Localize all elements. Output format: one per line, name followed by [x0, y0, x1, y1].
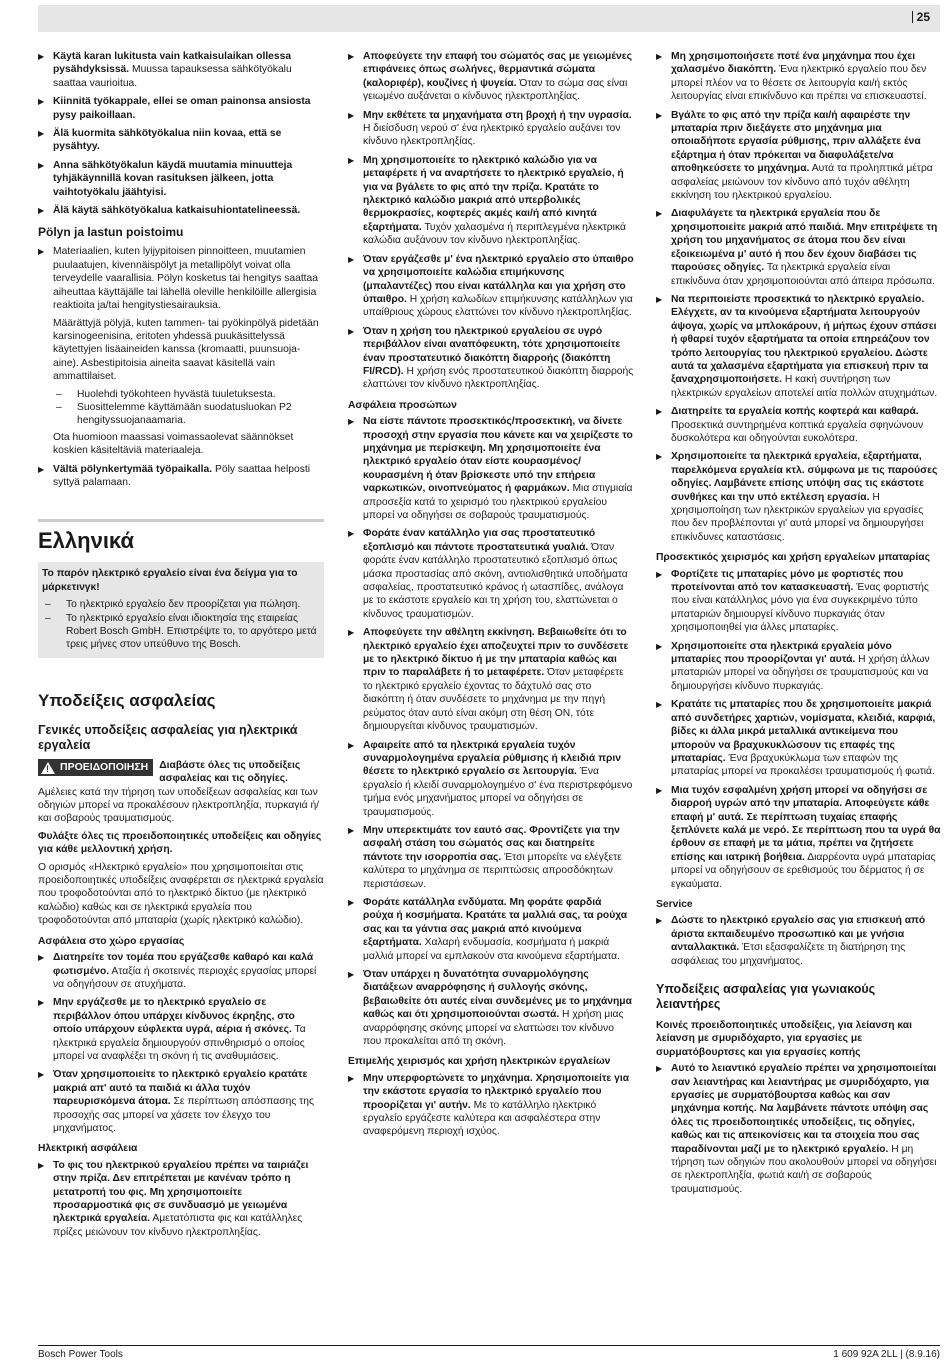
bullet-item: ▶ Kiinnitä työkappale, ellei se oman painonsa ansiosta pysy paikoillaan.	[38, 95, 324, 122]
bullet-item: ▶ Μη χρησιμοποιήσετε ποτέ ένα μηχάνημα που έχει χαλασμένο διακόπτη. Ένα ηλεκτρικό εργαλείο που δεν μπορεί πλέον να το θέσετε σε λειτουργία και/ή εκτός λειτουργίας είναι επικίνδυνο και πρέπει να επισκευαστεί.	[656, 50, 942, 104]
warning-triangle-icon	[41, 762, 55, 774]
bullet-item: ▶ Αφαιρείτε από τα ηλεκτρικά εργαλεία τυχόν συναρμολογημένα εργαλεία ρύθμισης ή κλειδιά πριν θέσετε το ηλεκτρικό εργαλείο σε λειτουργία. Ένα εργαλείο ή κλειδί συναρμολογημένο σ' ένα περιστρεφόμενο τμήμα ενός μηχανήματος μπορεί να οδηγήσει σε τραυματισμούς.	[348, 739, 634, 819]
column-3	[656, 50, 942, 1201]
bullet-item: ▶ Το φις του ηλεκτρικού εργαλείου πρέπει να ταιριάζει στην πρίζα. Δεν επιτρέπεται με κανέναν τρόπο η μετατροπή του φις. Μη χρησιμοποιείτε προσαρμοστικά φις σε συνδυασμό με γειωμένα ηλεκτρικά εργαλεία. Αμετατόπιστα φις και κατάλληλες πρίζες μειώνουν τον κίνδυνο ηλεκτροπληξίας.	[38, 1159, 324, 1239]
bullet-item: ▶ Μην εκθέτετε τα μηχανήματα στη βροχή ή την υγρασία. Η διείσδυση νερού σ' ένα ηλεκτρικό εργαλείο αυξάνει τον κίνδυνο ηλεκτροπληξίας.	[348, 109, 634, 149]
subsection-heading: Service	[656, 898, 693, 910]
bullet-item: ▶ Älä käytä sähkötyökalua katkaisuhiontatelineessä.	[38, 204, 324, 217]
footer-brand: Bosch Power Tools	[38, 1349, 123, 1360]
bullet-item: ▶ Διαφυλάγετε τα ηλεκτρικά εργαλεία που δε χρησιμοποιείτε μακριά από παιδιά. Μην επιτρέψετε τη χρήση του μηχανήματος σε άτομα που δεν είναι εξοικειωμένα μ' αυτό ή που δεν έχουν διαβάσει τις παρούσες οδηγίες. Τα ηλεκτρικά εργαλεία είναι επικίνδυνα όταν χρησιμοποιούνται από άπειρα πρόσωπα.	[656, 207, 942, 287]
language-title: Ελληνικά	[38, 528, 134, 554]
subsection-heading: Ασφάλεια στο χώρο εργασίας	[38, 935, 185, 947]
section-heading: Γενικές υποδείξεις ασφαλείας για ηλεκτρικά εργαλεία	[38, 722, 298, 752]
bullet-item: ▶ Αποφεύγετε την αθέλητη εκκίνηση. Βεβαιωθείτε ότι το ηλεκτρικό εργαλείο έχει αποζευχτεί πριν το συνδέσετε με το ηλεκτρικό δίκτυο ή με την μπαταρία καθώς και πριν το παραλάβετε ή το μεταφέρετε. Όταν μεταφέρετε το ηλεκτρικό εργαλείο έχοντας το δάχτυλό σας στο διακόπτη ή όταν συνδέσετε το μηχάνημα με την πηγή ρεύματος όταν αυτό είναι ακόμη στη θέση ON, τότε δημιουργείται κίνδυνος τραυματισμών.	[348, 626, 634, 733]
bullet-item: ▶ Κρατάτε τις μπαταρίες που δε χρησιμοποιείτε μακριά από συνδετήρες χαρτιών, νομίσματα, κλειδιά, καρφιά, βίδες κι άλλα μικρά μεταλλικά αντικείμενα που μπορούν να βραχυκυκλώσουν τις επαφές της μπαταρίας. Ένα βραχυκύκλωμα των επαφών της μπαταρίας μπορεί να προκαλέσει τραυματισμούς ή φωτιά.	[656, 698, 942, 778]
dash-item: – Το ηλεκτρικό εργαλείο είναι ιδιοκτησία της εταιρείας Robert Bosch GmbH. Επιστρέψτε το, το αργότερο μετά τρεις μήνες στον υπεύθυνο της Bosch.	[42, 612, 320, 652]
bullet-item: ▶ Μην υπερεκτιμάτε τον εαυτό σας. Φροντίζετε για την ασφαλή στάση του σώματός σας και διατηρείτε πάντοτε την ισορροπία σας. Έτσι μπορείτε να ελέγξετε καλύτερα το μηχάνημα σε περιπτώσεις απροσδόκητων περιστάσεων.	[348, 824, 634, 891]
column-2	[348, 50, 634, 1144]
subsection-heading: Κοινές προειδοποιητικές υποδείξεις, για λείανση και λείανση με σμυριδόχαρτο, για εργασίες με συρματόβουρτσες και για εργασίες κοπής	[656, 1020, 912, 1058]
dash-item: – Huolehdi työkohteen hyvästä tuuletuksesta.	[53, 388, 324, 401]
bullet-item: ▶ Όταν η χρήση του ηλεκτρικού εργαλείου σε υγρό περιβάλλον είναι αναπόφευκτη, τότε χρησιμοποιείτε έναν προστατευτικό διακόπτη διαρροής (διακόπτη FI/RCD). Η χρήση ενός προστατευτικού διακόπτη διαρροής ελαττώνει τον κίνδυνο ηλεκτροπληξίας.	[348, 325, 634, 392]
bullet-item: ▶ Materiaalien, kuten lyijypitoisen pinnoitteen, muutamien puulaatujen, kivennäispölyt ja metallipölyt voivat olla terveydelle vaarallisia. Pölyn kosketus tai hengitys saattaa aiheuttaa käyttäjälle tai lähellä oleville henkilöille allergisia reaktioita ja/tai hengitystiesairauksia. Määrättyjä pölyjä, kuten tammen- tai pyökinpölyä pidetään karsinogeenisina, eritoten yhdessä puukäsittelyssä käytettyjen lisäaineiden kanssa (kromaatti, puunsuoja-aine). Asbestipitoisia aineita saavat käsitellä vain ammattilaiset. – Huolehdi työkohteen hyvästä tuuletuksesta. – Suosittelemme käyttämään suodatusluokan P2 hengityssuojanaamaria. Ota huomioon maassasi voimassaolevat säännökset koskien käsiteltäviä materiaaleja.	[38, 245, 324, 457]
page-number: 25	[912, 10, 930, 24]
section-heading: Pölyn ja lastun poistoimu	[38, 225, 184, 240]
bullet-item: ▶ Käytä karan lukitusta vain katkaisulaikan ollessa pysähdyksissä. Muussa tapauksessa sähkötyökalu saattaa vaurioitua.	[38, 50, 324, 90]
subsection-heading: Επιμελής χειρισμός και χρήση ηλεκτρικών εργαλείων	[348, 1056, 611, 1068]
dash-item: – Το ηλεκτρικό εργαλείο δεν προορίζεται για πώληση.	[42, 598, 320, 611]
bullet-item: ▶ Χρησιμοποιείτε τα ηλεκτρικά εργαλεία, εξαρτήματα, παρελκόμενα εργαλεία κτλ. σύμφωνα με τις παρούσες οδηγίες. Λαμβάνετε επίσης υπόψη σας τις εκάστοτε συνθήκες και την υπό εκτέλεση εργασία. Η χρησιμοποίηση των ηλεκτρικών εργαλείων για εργασίες που δεν προβλέπονται γι' αυτά μπορεί να δημιουργήσει επικίνδυνες καταστάσεις.	[656, 450, 942, 544]
subsection-heading: Ασφάλεια προσώπων	[348, 399, 457, 411]
warning-badge: ! ΠΡΟΕΙΔΟΠΟΙΗΣΗ	[38, 759, 153, 776]
bullet-item: ▶ Μην εργάζεσθε με το ηλεκτρικό εργαλείο σε περιβάλλον όπου υπάρχει κίνδυνος έκρηξης, στο οποίο υπάρχουν εύφλεκτα υγρά, αέρια ή σκόνες. Τα ηλεκτρικά εργαλεία δημιουργούν σπινθηρισμό ο οποίος μπορεί να αναφλέξει τη σκόνη ή τις αναθυμιάσεις.	[38, 996, 324, 1063]
bullet-item: ▶ Βγάλτε το φις από την πρίζα και/ή αφαιρέστε την μπαταρία πριν διεξάγετε στο μηχάνημα μια οποιαδήποτε εργασία ρύθμισης, πριν αλλάξετε ένα εξάρτημα ή όταν πρόκειται να διαφυλάξετε/να αποθηκεύσετε το μηχάνημα. Αυτά τα προληπτικά μέτρα ασφαλείας μειώνουν τον κίνδυνο από τυχόν αθέλητη εκκίνηση του ηλεκτρικού εργαλείου.	[656, 109, 942, 203]
bullet-item: ▶ Να περιποιείστε προσεκτικά το ηλεκτρικό εργαλείο. Ελέγχετε, αν τα κινούμενα εξαρτήματα λειτουργούν άψογα, χωρίς να μπλοκάρουν, ή μήπως έχουν σπάσει ή φθαρεί τυχόν εξαρτήματα τα οποία επηρεάζουν τον τρόπο λειτουργίας του ηλεκτρικού εργαλείου. Δώστε αυτά τα χαλασμένα εξαρτήματα για επισκευή πριν τα ξαναχρησιμοποιήσετε. Η κακή συντήρηση των ηλεκτρικών εργαλείων αποτελεί αιτία πολλών ατυχημάτων.	[656, 293, 942, 400]
marketing-notice-box: Το παρόν ηλεκτρικό εργαλείο είναι ένα δείγμα για το μάρκετινγκ! – Το ηλεκτρικό εργαλείο δεν προορίζεται για πώληση. – Το ηλεκτρικό εργαλείο είναι ιδιοκτησία της εταιρείας Robert Bosch GmbH. Επιστρέψτε το, το αργότερο μετά τρεις μήνες στον υπεύθυνο της Bosch.	[38, 562, 324, 657]
subsection-heading: Ηλεκτρική ασφάλεια	[38, 1143, 138, 1155]
bullet-item: ▶ Αποφεύγετε την επαφή του σώματός σας με γειωμένες επιφάνειες όπως σωλήνες, θερμαντικά σώματα (καλοριφέρ), κουζίνες ή ψυγεία. Όταν το σώμα σας είναι γειωμένο αυξάνεται ο κίνδυνος ηλεκτροπληξίας.	[348, 50, 634, 104]
bullet-item: ▶ Μην υπερφορτώνετε το μηχάνημα. Χρησιμοποιείτε για την εκάστοτε εργασία το ηλεκτρικό εργαλείο που προορίζεται γι' αυτήν. Με το κατάλληλο ηλεκτρικό εργαλείο εργάζεστε καλύτερα και ασφαλέστερα στην αναφερόμενη περιοχή ισχύος.	[348, 1072, 634, 1139]
bullet-item: ▶ Διατηρείτε τον τομέα που εργάζεσθε καθαρό και καλά φωτισμένο. Αταξία ή σκοτεινές περιοχές εργασίας μπορεί να οδηγήσουν σε ατυχήματα.	[38, 951, 324, 991]
bullet-item: ▶ Όταν εργάζεσθε μ' ένα ηλεκτρικό εργαλείο στο ύπαιθρο να χρησιμοποιείτε καλώδια επιμήκυνσης (μπαλαντέζες) που είναι κατάλληλα και για χρήση στο ύπαιθρο. Η χρήση καλωδίων επιμήκυνσης κατάλληλων για υπαίθριους χώρους ελαττώνει τον κίνδυνο ηλεκτροπληξίας.	[348, 253, 634, 320]
safety-title: Υποδείξεις ασφαλείας	[38, 690, 216, 710]
bullet-item: ▶ Φοράτε έναν κατάλληλο για σας προστατευτικό εξοπλισμό και πάντοτε προστατευτικά γυαλιά. Όταν φοράτε έναν κατάλληλο προστατευτικό εξοπλισμό όπως μάσκα προστασίας από σκόνη, αντιολισθητικά υποδήματα ασφαλείας, προστατευτικό κράνος ή ωτασπίδες, ανάλογα με το εκάστοτε εργαλείο και τη χρήση του, ελαττώνεται ο κίνδυνος τραυματισμών.	[348, 527, 634, 621]
bullet-item: ▶ Μια τυχόν εσφαλμένη χρήση μπορεί να οδηγήσει σε διαρροή υγρών από την μπαταρία. Αποφεύγετε κάθε επαφή μ' αυτά. Σε περίπτωση τυχαίας επαφής ξεπλύνετε καλά με νερό. Σε περίπτωση που τα υγρά θα έρθουν σε επαφή με τα μάτια, πρέπει να ζητήσετε επίσης και ιατρική βοήθεια. Διαρρέοντα υγρά μπαταρίας μπορεί να οδηγήσουν σε ερεθισμούς του δέρματος ή σε εγκαύματα.	[656, 784, 942, 891]
bullet-item: ▶ Anna sähkötyökalun käydä muutamia minuutteja tyhjäkäynnillä kovan rasituksen jälkeen, jotta vaihtotyökalu jäähtyisi.	[38, 159, 324, 199]
page-footer	[38, 1345, 940, 1360]
section-divider	[38, 519, 324, 522]
bullet-item: ▶ Vältä pölynkertymää työpaikalla. Pöly saattaa helposti syttyä palamaan.	[38, 463, 324, 490]
section-heading: Υποδείξεις ασφαλείας για γωνιακούς λειαντήρες	[656, 982, 876, 1011]
page-header-bar	[38, 5, 940, 32]
bullet-item: ▶ Όταν χρησιμοποιείτε το ηλεκτρικό εργαλείο κρατάτε μακριά απ' αυτό τα παιδιά κι άλλα τυχόν παρευρισκόμενα άτομα. Σε περίπτωση απόσπασης της προσοχής σας μπορεί να χάσετε τον έλεγχο του μηχανήματος.	[38, 1068, 324, 1135]
bullet-item: ▶ Χρησιμοποιείτε στα ηλεκτρικά εργαλεία μόνο μπαταρίες που προορίζονται γι' αυτά. Η χρήση άλλων μπαταριών μπορεί να οδηγήσει σε τραυματισμούς και να δημιουργήσει κίνδυνο πυρκαγιάς.	[656, 640, 942, 694]
bullet-item: ▶ Όταν υπάρχει η δυνατότητα συναρμολόγησης διατάξεων αναρρόφησης ή συλλογής σκόνης, βεβαιωθείτε ότι αυτές είναι συνδεμένες με το μηχάνημα καθώς και ότι χρησιμοποιούνται σωστά. Η χρήση μιας αναρρόφησης σκόνης μπορεί να ελαττώσει τον κίνδυνο που προκαλείται από τη σκόνη.	[348, 968, 634, 1048]
bullet-item: ▶ Δώστε το ηλεκτρικό εργαλείο σας για επισκευή από άριστα εκπαιδευμένο προσωπικό και με γνήσια ανταλλακτικά. Έτσι εξασφαλίζετε τη διατήρηση της ασφάλειας του μηχανήματος.	[656, 914, 942, 968]
warning-block: ! ΠΡΟΕΙΔΟΠΟΙΗΣΗ Διαβάστε όλες τις υποδείξεις ασφαλείας και τις οδηγίες.	[38, 759, 324, 786]
bullet-item: ▶ Älä kuormita sähkötyökalua niin kovaa, että se pysähtyy.	[38, 127, 324, 154]
bullet-item: ▶ Διατηρείτε τα εργαλεία κοπής κοφτερά και καθαρά. Προσεκτικά συντηρημένα κοπτικά εργαλεία σφηνώνουν δυσκολότερα και οδηγούνται ευκολότερα.	[656, 405, 942, 445]
bullet-item: ▶ Φορτίζετε τις μπαταρίες μόνο με φορτιστές που προτείνονται από τον κατασκευαστή. Ένας φορτιστής που είναι κατάλληλος μόνο για ένα συγκεκριμένο τύπο μπαταριών δημιουργεί κίνδυνο πυρκαγιάς όταν χρησιμοποιηθεί για άλλες μπαταρίες.	[656, 568, 942, 635]
bullet-item: ▶ Μη χρησιμοποιείτε το ηλεκτρικό καλώδιο για να μεταφέρετε ή να αναρτήσετε το ηλεκτρικό εργαλείο, ή για να βγάλετε το φις από την πρίζα. Κρατάτε το ηλεκτρικό καλώδιο μακριά από υπερβολικές θερμοκρασίες, κοφτερές ακμές και/ή από κινητά εξαρτήματα. Τυχόν χαλασμένα ή περιπλεγμένα ηλεκτρικά καλώδια αυξάνουν τον κίνδυνο ηλεκτροπληξίας.	[348, 154, 634, 248]
subsection-heading: Προσεκτικός χειρισμός και χρήση εργαλείων μπαταρίας	[656, 552, 930, 564]
footer-doc-code: 1 609 92A 2LL | (8.9.16)	[833, 1349, 940, 1360]
bullet-item: ▶ Αυτό το λειαντικό εργαλείο πρέπει να χρησιμοποιείται σαν λειαντήρας και λειαντήρας με σμυριδόχαρτο, για εργασίες με συρματόβουρτσα καθώς και σαν μηχάνημα κοπής. Να λαμβάνετε πάντοτε υπόψη σας όλες τις προειδοποιητικές υποδείξεις, τις οδηγίες, καθώς και τις απεικονίσεις και τα στοιχεία που σας παραδίνονται μαζί με το ηλεκτρικό εργαλείο. Η μη τήρηση των οδηγιών που ακολουθούν μπορεί να οδηγήσει σε ηλεκτροπληξία, φωτιά και/ή σε σοβαρούς τραυματισμούς.	[656, 1062, 942, 1196]
bullet-item: ▶ Να είστε πάντοτε προσεκτικός/προσεκτική, να δίνετε προσοχή στην εργασία που κάνετε και να χειρίζεστε το μηχάνημα με περίσκεψη. Μη χρησιμοποιείτε ένα ηλεκτρικό εργαλείο όταν είστε κουρασμένος/ κουρασμένη ή όταν βρίσκεστε υπό την επήρεια ναρκωτικών, οινοπνεύματος ή φαρμάκων. Μια στιγμιαία απροσεξία κατά το χειρισμό του ηλεκτρικού εργαλείου μπορεί να οδηγήσει σε σοβαρούς τραυματισμούς.	[348, 415, 634, 522]
column-1: ▶ Käytä karan lukitusta vain katkaisulaikan ollessa pysähdyksissä. Muussa tapauksessa sähkötyökalu saattaa vaurioitua. ▶ Kiinnitä työkappale, ellei se oman painonsa ansiosta pysy paikoillaan. ▶ Älä kuormita sähkötyökalua niin kovaa, että se pysähtyy. ▶ Anna sähkötyökalun käydä muutamia minuutteja tyhjäkäynnillä kovan rasituksen jälkeen, jotta vaihtotyökalu jäähtyisi. ▶ Älä käytä sähkötyökalua katkaisuhiontatelineessä. Pölyn ja lastun poistoimu ▶ Materiaalien, kuten lyijypitoisen pinnoitteen, muutamien puulaatujen, kivennäispölyt ja metallipölyt voivat olla terveydelle vaarallisia. Pölyn kosketus tai hengitys saattaa aiheuttaa käyttäjälle tai lähellä oleville henkilöille allergisia reaktioita ja/tai hengitystiesairauksia. Määrättyjä pölyjä, kuten tammen- tai pyökinpölyä pidetään karsinogeenisina, eritoten yhdessä puukäsittelyssä käytettyjen lisäaineiden kanssa (kromaatti, puunsuoja-aine). Asbestipitoisia aineita saavat käsitellä vain ammattilaiset. – Huolehdi työkohteen hyvästä tuuletuksesta. – Suosittelemme käyttämään suodatusluokan P2 hengityssuojanaamaria. Ota huomioon maassasi voimassaolevat säännökset koskien käsiteltäviä materiaaleja. ▶ Vältä pölynkertymää työpaikalla. Pöly saattaa helposti syttyä palamaan. Ελληνικά Το παρόν ηλεκτρικό εργαλείο είναι ένα δείγμα για το μάρκετινγκ! – Το ηλεκτρικό εργαλείο δεν προορίζεται για πώληση. – Το ηλεκτρικό εργαλείο είναι ιδιοκτησία της εταιρείας Robert Bosch GmbH. Επιστρέψτε το, το αργότερο μετά τρεις μήνες στον υπεύθυνο της Bosch. Υποδείξεις ασφαλείας Γενικές υποδείξεις ασφαλείας για ηλεκτρικά εργαλεία ! ΠΡΟΕΙΔΟΠΟΙΗΣΗ Διαβάστε όλες τις υποδείξεις ασφαλείας και τις οδηγίες. Αμέλειες κατά την τήρηση των υποδείξεων ασφαλείας και των οδηγιών μπορεί να προκαλέσουν ηλεκτροπληξία, πυρκαγιά ή/και σοβαρούς τραυματισμούς. Φυλάξτε όλες τις προειδοποιητικές υποδείξεις και οδηγίες για κάθε μελλοντική χρήση. Ο ορισμός «Ηλεκτρικό εργαλείο» που χρησιμοποιείται στις προειδοποιητικές υποδείξεις αναφέρεται σε ηλεκτρικά εργαλεία που τροφοδοτούνται από το ηλεκτρικό δίκτυο (με ηλεκτρικό καλώδιο) καθώς και σε ηλεκτρικά εργαλεία που τροφοδοτούνται από μπαταρία (χωρίς ηλεκτρικό καλώδιο). Ασφάλεια στο χώρο εργασίας ▶ Διατηρείτε τον τομέα που εργάζεσθε καθαρό και καλά φωτισμένο. Αταξία ή σκοτεινές περιοχές εργασίας μπορεί να οδηγήσουν σε ατυχήματα. ▶ Μην εργάζεσθε με το ηλεκτρικό εργαλείο σε περιβάλλον όπου υπάρχει κίνδυνος έκρηξης, στο οποίο υπάρχουν εύφλεκτα υγρά, αέρια ή σκόνες. Τα ηλεκτρικά εργαλεία δημιουργούν σπινθηρισμό ο οποίος μπορεί να αναφλέξει τη σκόνη ή τις αναθυμιάσεις. ▶ Όταν χρησιμοποιείτε το ηλεκτρικό εργαλείο κρατάτε μακριά απ' αυτό τα παιδιά κι άλλα τυχόν παρευρισκόμενα άτομα. Σε περίπτωση απόσπασης της προσοχής σας μπορεί να χάσετε τον έλεγχο του μηχανήματος. Ηλεκτρική ασφάλεια ▶ Το φις του ηλεκτρικού εργαλείου πρέπει να ταιριάζει στην πρίζα. Δεν επιτρέπεται με κανέναν τρόπο η μετατροπή του φις. Μη χρησιμοποιείτε προσαρμοστικά φις σε συνδυασμό με γειωμένα ηλεκτρικά εργαλεία. Αμετατόπιστα φις και κατάλληλες πρίζες μειώνουν τον κίνδυνο ηλεκτροπληξίας.	[38, 50, 324, 1244]
bullet-item: ▶ Φοράτε κατάλληλα ενδύματα. Μη φοράτε φαρδιά ρούχα ή κοσμήματα. Κρατάτε τα μαλλιά σας, τα ρούχα σας και τα γάντια σας μακριά από κινούμενα εξαρτήματα. Χαλαρή ενδυμασία, κοσμήματα ή μακριά μαλλιά μπορεί να εμπλακούν στα κινούμενα εξαρτήματα.	[348, 896, 634, 963]
dash-item: – Suosittelemme käyttämään suodatusluokan P2 hengityssuojanaamaria.	[53, 401, 324, 428]
